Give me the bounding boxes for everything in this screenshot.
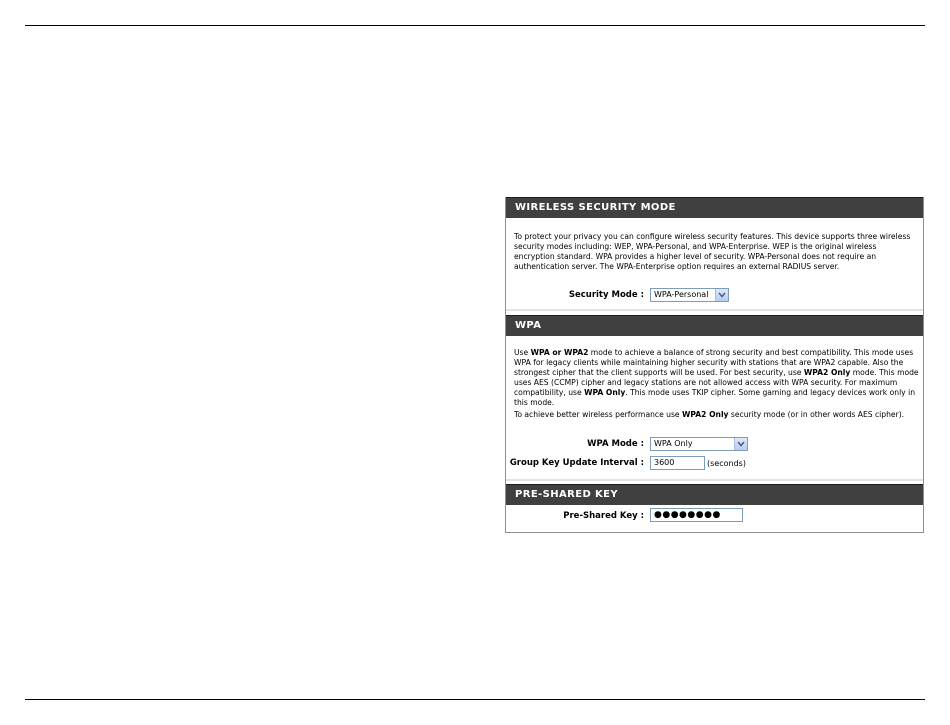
wpa-mode-select[interactable] <box>650 437 748 451</box>
wpa-mode-value: WPA Only <box>654 439 693 448</box>
wpa-title: WPA <box>515 320 542 331</box>
wpa-desc-strong: WPA2 Only <box>803 368 851 377</box>
chevron-down-icon[interactable] <box>715 289 728 301</box>
wpa-mode-label: WPA Mode : <box>587 439 644 449</box>
chevron-down-icon[interactable] <box>734 438 747 450</box>
wireless-security-description: To protect your privacy you can configure wireless security features. This device supports three wireless security modes including: WEP, WPA-Personal, and WPA-Enterprise. WEP is the original wireless encryption standard. WPA provides a higher level of security. WPA-Personal does not require an authentication server. The WPA-Enterprise option requires an external RADIUS server. <box>514 232 911 271</box>
pre-shared-key-title: PRE-SHARED KEY <box>515 489 619 500</box>
wireless-security-mode-header <box>506 197 923 218</box>
security-mode-label: Security Mode : <box>568 290 644 300</box>
wireless-security-mode-title: WIRELESS SECURITY MODE <box>515 202 676 213</box>
bottom-divider <box>25 699 925 700</box>
wpa-description <box>514 348 919 408</box>
security-mode-select[interactable] <box>650 288 729 302</box>
section-separator <box>506 479 923 481</box>
group-key-interval-input[interactable] <box>650 456 705 470</box>
group-key-interval-label: Group Key Update Interval : <box>509 458 644 468</box>
top-divider <box>25 25 925 26</box>
pre-shared-key-value: ●●●●●●●● <box>654 510 721 520</box>
pre-shared-key-header <box>506 484 923 505</box>
pre-shared-key-input[interactable] <box>650 508 743 522</box>
wpa-desc-text: mode to achieve a balance of strong security and best compatibility. This mode uses WPA for legacy clients while maintaining higher security with stations that are WPA2 capable. Also the strongest cipher that the client supports will be used. For best security, use <box>514 348 914 377</box>
wpa-desc-text: Use <box>514 348 531 357</box>
wpa-desc-strong: WPA Only <box>584 388 626 397</box>
wireless-settings-panel <box>505 197 924 533</box>
security-mode-value: WPA-Personal <box>654 290 709 299</box>
wpa-note-text: security mode (or in other words AES cipher). <box>728 410 905 419</box>
wpa-desc-strong: WPA or WPA2 <box>530 348 589 357</box>
wpa-performance-note <box>514 410 919 420</box>
wpa-header <box>506 315 923 336</box>
wpa-desc-text: . This mode uses TKIP cipher. Some gaming and legacy devices work only in this mode. <box>514 388 916 407</box>
group-key-interval-value: 3600 <box>654 458 675 467</box>
wpa-desc-text: mode. This mode uses AES (CCMP) cipher and legacy stations are not allowed access with WPA security. For maximum compatibility, use <box>514 368 919 397</box>
wpa-note-strong: WPA2 Only <box>682 410 729 419</box>
section-separator <box>506 309 923 311</box>
pre-shared-key-label: Pre-Shared Key : <box>563 511 644 521</box>
group-key-interval-unit: (seconds) <box>707 459 746 468</box>
wpa-note-text: To achieve better wireless performance use <box>514 410 683 419</box>
